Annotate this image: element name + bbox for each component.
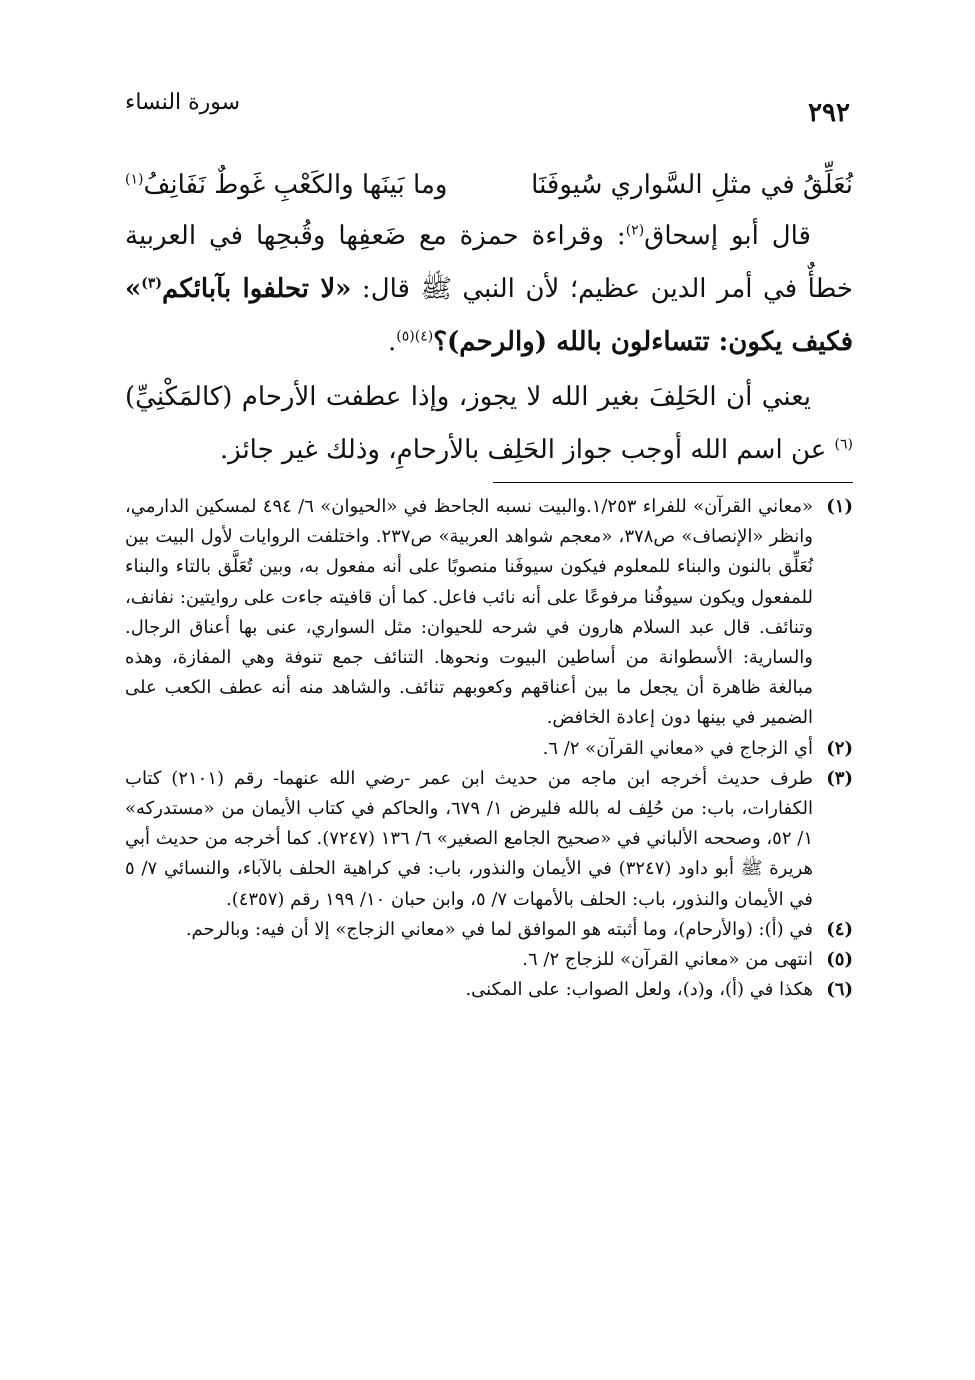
poetry-verse: [125, 160, 853, 210]
footnote-ref-3[interactable]: (٣): [141, 275, 163, 292]
footnote-number: (٣): [826, 767, 853, 789]
footnote-number: (١): [826, 496, 853, 517]
footnote-number: (٢): [826, 737, 853, 759]
footnote-2: [125, 734, 853, 764]
footnote-number: (٦): [826, 979, 853, 1001]
footnote-ref-4[interactable]: (٤): [414, 328, 434, 345]
footnote-number: (٤): [826, 918, 853, 940]
page-number: ٢٩٢: [808, 98, 850, 128]
footnotes: [125, 492, 853, 1005]
hadith-quote: «لا تحلفوا بآبائكم: [162, 274, 352, 304]
page-header: [125, 90, 850, 130]
footnote-6: [125, 975, 853, 1005]
verse-first-hemistich: نُعَلِّقُ في مثلِ السَّواري سُيوفَنَا: [531, 170, 853, 200]
footnote-ref-2[interactable]: (٢): [625, 222, 645, 239]
footnote-text: «معاني القرآن» للفراء ١/٢٥٣.والبيت نسبه الجاحظ في «الحيوان» ٦/ ٤٩٤ لمسكين الدارمي، وانظر «الإنصاف» ص٣٧٨، «معجم شواهد العربية» ص٢٣٧. واختلفت الروايات لأول البيت بين نُعَلِّق بالنون والبناء للمعلوم فيكون سيوفَنا منصوبًا على أنه مفعول به، وبين تُعَلَّق بالتاء والبناء للمفعول ويكون سيوفُنا مرفوعًا على أنه نائب فاعل. كما أن قافيته جاءت على روايتين: نفانف، وتنائف. قال عبد السلام هارون في شرحه للحيوان: مثل السواري، عنى بها أعناق الرجال. والسارية: الأسطوانة من أساطين البيوت ونحوها. التنائف جمع تنوفة وهي المفازة، وهذه مبالغة ظاهرة أن يجعل ما بين أعناقهم وكعوبهم تنائف. والشاهد منه أنه عطف الكعب على الضمير في بينها دون إعادة الخافض.: [125, 496, 814, 729]
footnote-4: [125, 915, 853, 945]
footnote-text: أي الزجاج في «معاني القرآن» ٢/ ٦.: [542, 737, 813, 759]
footnote-separator: [493, 482, 853, 483]
surah-title: سورة النساء: [125, 90, 241, 115]
footnote-3: [125, 764, 853, 915]
footnote-text: طرف حديث أخرجه ابن ماجه من حديث ابن عمر -رضي الله عنهما- رقم (٢١٠١) كتاب الكفارات، باب: من حُلِف له بالله فليرض ١/ ٦٧٩، والحاكم في كتاب الأيمان من «مستدركه» ١/ ٥٢، وصححه الألباني في «صحيح الجامع الصغير» ٦/ ١٣٦ (٧٢٤٧). كما أخرجه من حديث أبي هريرة ﷺ أبو داود (٣٢٤٧) في الأيمان والنذور، باب: في كراهية الحلف بالآباء، والنسائي ٧/ ٥ في الأيمان والنذور، باب: الحلف بالأمهات ٧/ ٥، وابن حبان ١٠/ ١٩٩ رقم (٤٣٥٧).: [125, 767, 814, 910]
paragraph-1: قال أبو إسحاق$^{(٢)}$: وقراءة حمزة مع ضَعفِها وقُبحِها في العربية خطأٌ في أمر الدين عظيم؛ لأن النبي ﷺ قال: «لا تحلفوا بآبائكم$^{(٣)}$» فكيف يكون: تتساءلون بالله (والرحم)؟$^{(٤)(٥)}$.: [125, 221, 853, 357]
footnote-number: (٥): [826, 949, 853, 971]
footnote-ref-1[interactable]: (١): [125, 171, 144, 188]
footnote-ref-5[interactable]: (٥): [396, 328, 415, 345]
footnote-text: انتهى من «معاني القرآن» للزجاج ٢/ ٦.: [522, 949, 813, 971]
paragraph-2: يعني أن الحَلِفَ بغير الله لا يجوز، وإذا عطفت الأرحام (كالمَكْنِيِّ)$^{(٦)}$ عن اسم الله أوجب جواز الحَلِف بالأرحامِ، وذلك غير جائز.: [125, 382, 853, 465]
footnote-ref-6[interactable]: (٦): [834, 436, 853, 453]
footnote-1: [125, 492, 853, 734]
footnote-text: في (أ): (والأرحام)، وما أثبته هو الموافق لما في «معاني الزجاج» إلا أن فيه: وبالرحم.: [185, 918, 813, 940]
main-text: [125, 160, 853, 477]
footnote-5: [125, 945, 853, 975]
footnote-text: هكذا في (أ)، و(د)، ولعل الصواب: على المكنى.: [465, 979, 813, 1001]
verse-second-hemistich: وما بَينَها والكَعْبِ غَوطٌ نَفَانِفُ$^{(١)}$: [125, 170, 448, 200]
